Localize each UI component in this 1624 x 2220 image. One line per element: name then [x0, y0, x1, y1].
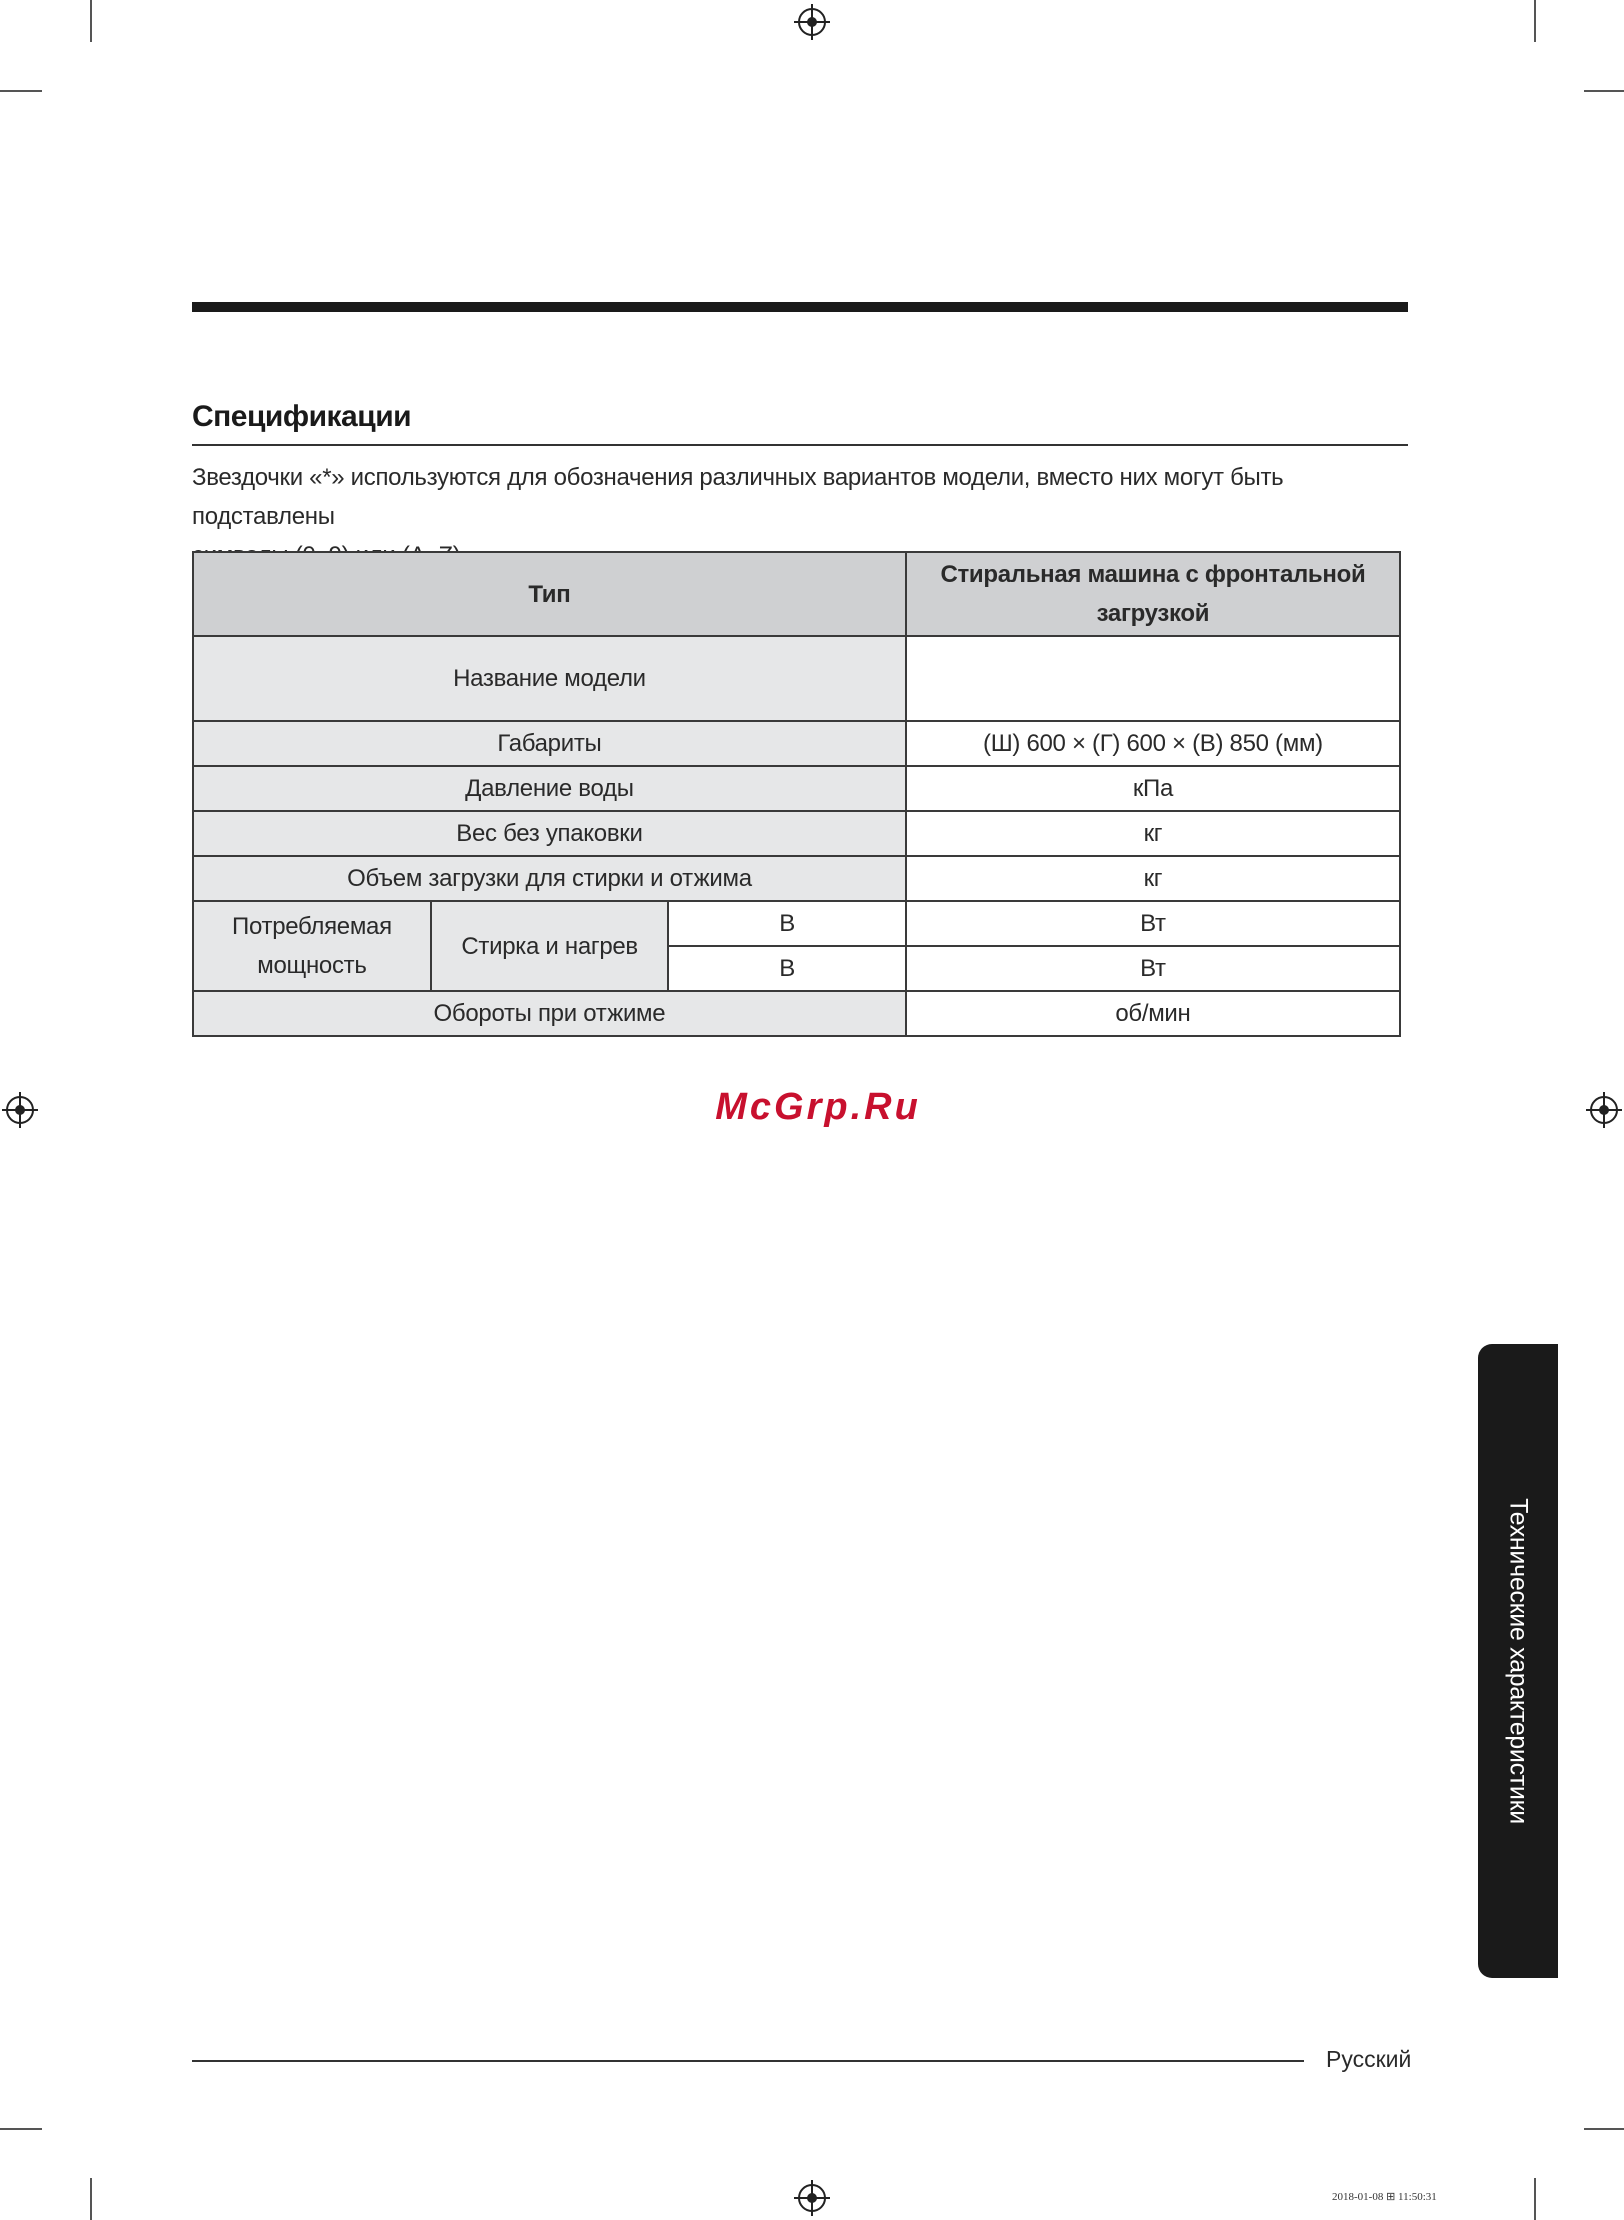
- registration-mark-icon: [798, 8, 826, 36]
- power-label-line: мощность: [257, 952, 367, 979]
- crop-mark: [1534, 2178, 1536, 2220]
- row-value-spin: об/мин: [906, 991, 1400, 1036]
- spec-table: [192, 551, 1401, 1037]
- row-value-power-1: Вт: [906, 901, 1400, 946]
- row-label-water-pressure: Давление воды: [193, 766, 906, 811]
- row-label-model: Название модели: [193, 636, 906, 721]
- row-label-load: Объем загрузки для стирки и отжима: [193, 856, 906, 901]
- table-row: [193, 991, 1400, 1036]
- row-value-power-2: Вт: [906, 946, 1400, 991]
- table-row: [193, 766, 1400, 811]
- print-stamp: 2018-01-08 ⊞ 11:50:31: [1332, 2191, 1437, 2203]
- row-voltage-2: В: [668, 946, 905, 991]
- watermark: McGrp.Ru: [715, 1086, 921, 1128]
- row-value-weight: кг: [906, 811, 1400, 856]
- registration-mark-icon: [798, 2184, 826, 2212]
- row-voltage-1: В: [668, 901, 905, 946]
- section-title: Спецификации: [192, 400, 412, 433]
- row-label-power: [193, 901, 431, 991]
- side-tab: [1478, 1344, 1558, 1978]
- header-value-line: загрузкой: [1096, 600, 1210, 627]
- header-value: [906, 552, 1400, 636]
- footer-language: Русский: [1326, 2046, 1412, 2072]
- power-label-line: Потребляемая: [232, 913, 392, 940]
- row-label-spin: Обороты при отжиме: [193, 991, 906, 1036]
- row-value-water-pressure: кПа: [906, 766, 1400, 811]
- row-value-model: [906, 636, 1400, 721]
- title-rule: [192, 444, 1408, 446]
- row-label-weight: Вес без упаковки: [193, 811, 906, 856]
- footer-rule: [192, 2060, 1304, 2062]
- crop-mark: [90, 2178, 92, 2220]
- row-value-load: кг: [906, 856, 1400, 901]
- header-type: Тип: [193, 552, 906, 636]
- row-value-dimensions: (Ш) 600 × (Г) 600 × (В) 850 (мм): [906, 721, 1400, 766]
- top-rule: [192, 302, 1408, 312]
- table-row: [193, 811, 1400, 856]
- table-row: [193, 721, 1400, 766]
- crop-mark: [90, 0, 92, 42]
- crop-mark: [0, 90, 42, 92]
- crop-mark: [1584, 90, 1624, 92]
- intro-line: Звездочки «*» используются для обозначения различных вариантов модели, вместо них могут быть подставлены: [192, 464, 1284, 530]
- table-row: [193, 901, 1400, 946]
- crop-mark: [0, 2128, 42, 2130]
- table-row: [193, 636, 1400, 721]
- crop-mark: [1584, 2128, 1624, 2130]
- table-row: [193, 856, 1400, 901]
- crop-mark: [1534, 0, 1536, 42]
- side-tab-label: Технические характеристики: [1504, 1498, 1533, 1824]
- table-header-row: [193, 552, 1400, 636]
- header-value-line: Стиральная машина с фронтальной: [940, 561, 1366, 588]
- row-label-dimensions: Габариты: [193, 721, 906, 766]
- row-sublabel-power: Стирка и нагрев: [431, 901, 669, 991]
